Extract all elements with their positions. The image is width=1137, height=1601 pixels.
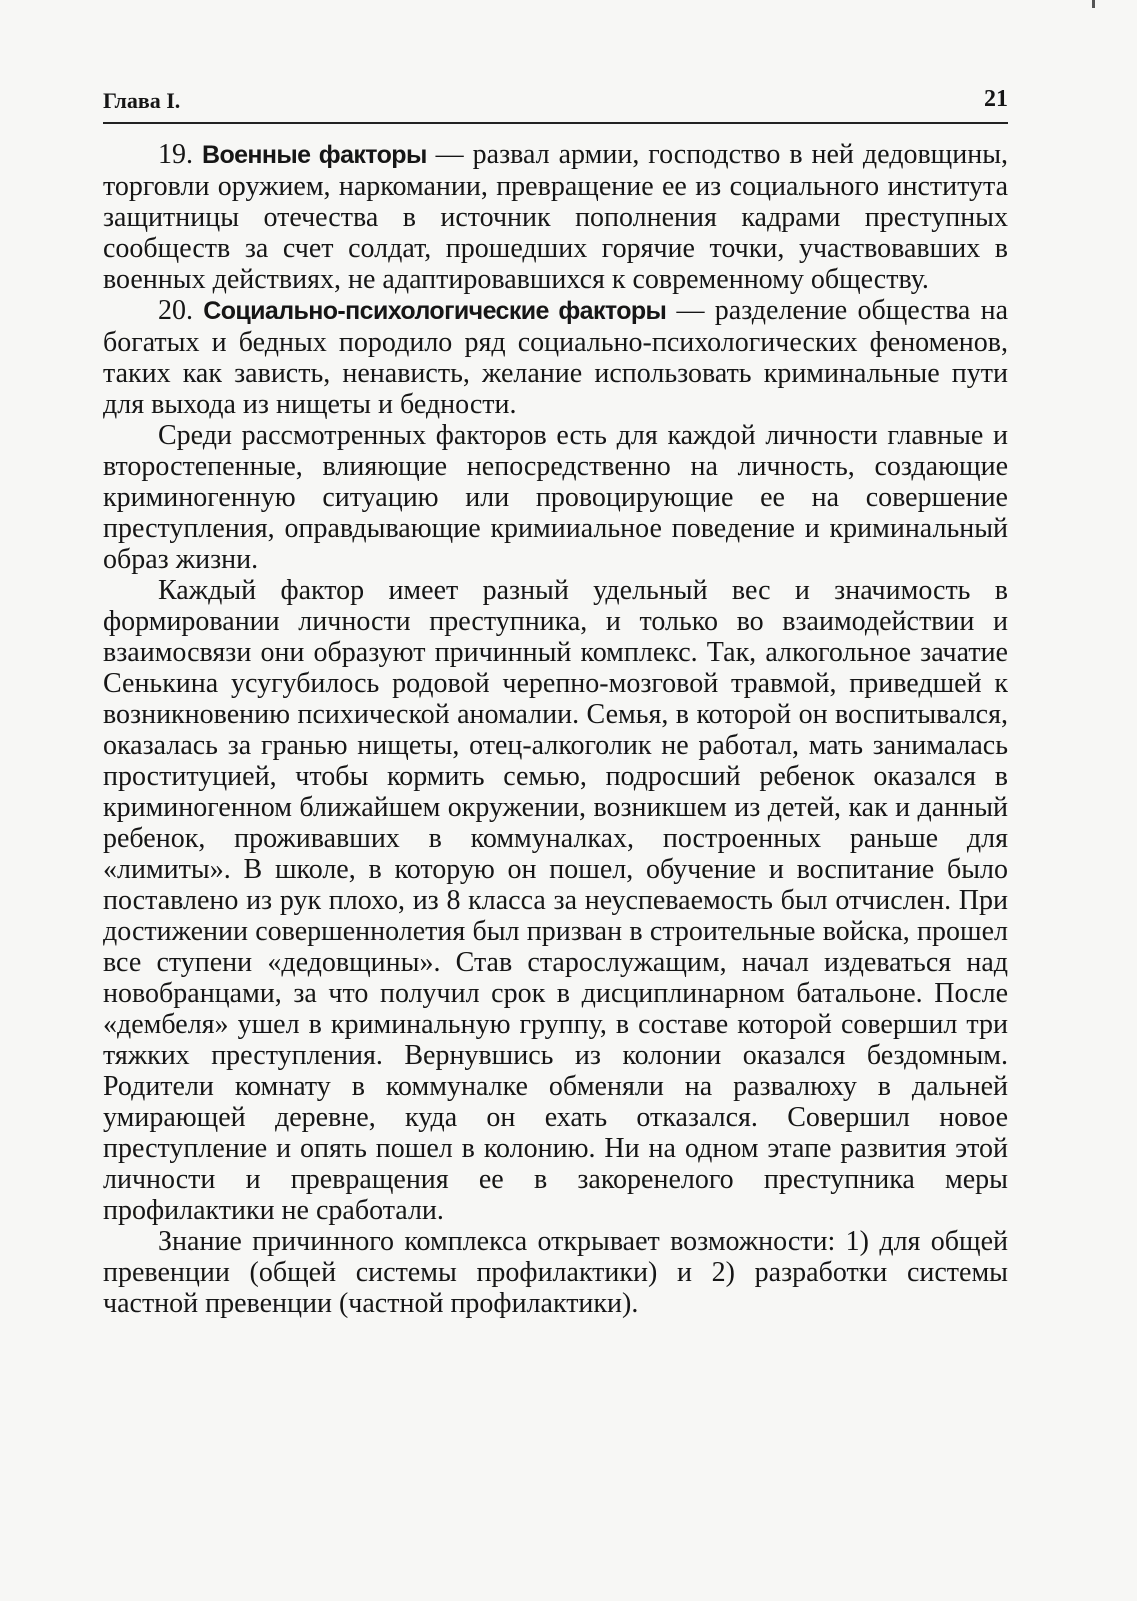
page-number: 21	[984, 86, 1008, 112]
running-header	[103, 86, 1008, 124]
paragraph-case-example: Каждый фактор имеет разный удельный вес и значимость в формировании личности преступника, и только во взаимодействии и взаимосвязи они образуют причинный комплекс. Так, алкогольное зачатие Сенькина усугубилось родовой черепно-мозговой травмой, приведшей к возникновению психической аномалии. Семья, в которой он воспитывался, оказалась за гранью нищеты, отец-алкоголик не работал, мать занималась проституцией, чтобы кормить семью, подросший ребенок оказался в криминогенном ближайшем окружении, возникшем из детей, как и данный ребенок, проживавших в коммуналках, построенных раньше для «лимиты». В школе, в которую он пошел, обучение и воспитание было поставлено из рук плохо, из 8 класса за неуспеваемость был отчислен. При достижении совершеннолетия был призван в строительные войска, прошел все ступени «дедовщины». Став старослужащим, начал издеваться над новобранцами, за что получил срок в дисциплинарном батальоне. После «дембеля» ушел в криминальную группу, в составе которой совершил три тяжких преступления. Вернувшись из колонии оказался бездомным. Родители комнату в коммуналке обменяли на развалюху в дальней умирающей деревне, куда он ехать отказался. Совершил новое преступление и опять пошел в колонию. Ни на одном этапе развития этой личности и превращения ее в закоренелого преступника меры профилактики не сработали.	[103, 575, 1008, 1226]
chapter-title: Глава I.	[103, 88, 181, 113]
paragraph-socio-psychological-factors	[103, 295, 1008, 420]
document-page	[103, 0, 1008, 1601]
term-socio-psychological-factors: Социально-психологические факторы	[203, 297, 667, 325]
paragraph-military-factors	[103, 139, 1008, 295]
paragraph-factors-summary: Среди рассмотренных факторов есть для каждой личности главные и второстепенные, влияющие непосредственно на личность, создающие криминогенную ситуацию или провоцирующие ее на совершение преступления, оправдывающие кримииальное поведение и криминальный образ жизни.	[103, 420, 1008, 575]
paragraph-conclusion: Знание причинного комплекса открывает возможности: 1) для общей превенции (общей системы профилактики) и 2) разработки системы частной превенции (частной профилактики).	[103, 1226, 1008, 1319]
list-number: 20.	[158, 295, 204, 326]
scan-mark	[1092, 0, 1095, 8]
term-military-factors: Военные факторы	[201, 141, 427, 169]
body-text	[103, 139, 1008, 1319]
paragraph-text: — разделение общества на богатых и бедных породило ряд социально-психологических феноменов, таких как зависть, ненависть, желание использовать криминальные пути для выхода из нищеты и бедности.	[103, 295, 1008, 420]
list-number: 19.	[158, 139, 202, 170]
paragraph-text: — развал армии, господство в ней дедовщины, торговли оружием, наркомании, превращение ее из социального института защитницы отечества в источник пополнения кадрами преступных сообществ за счет солдат, прошедших горячие точки, участвовавших в военных действиях, не адаптировавшихся к современному обществу.	[103, 139, 1009, 295]
